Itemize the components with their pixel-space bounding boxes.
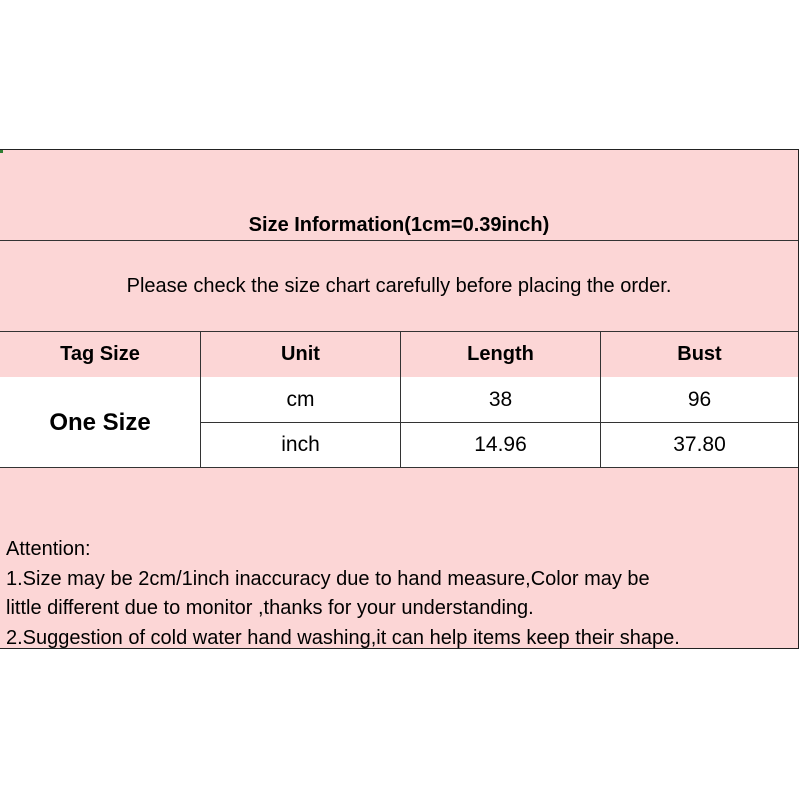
header-unit: Unit	[281, 343, 320, 365]
attention-heading: Attention:	[6, 538, 91, 560]
size-note: Please check the size chart carefully before placing the order.	[126, 274, 672, 297]
attention-line: 2.Suggestion of cold water hand washing,it can help items keep their shape.	[6, 626, 680, 649]
tag-size-value: One Size	[49, 408, 151, 436]
table-cell-length: 14.96	[474, 433, 527, 456]
corner-marker	[0, 150, 3, 153]
header-bust: Bust	[677, 343, 722, 365]
attention-line: little different due to monitor ,thanks for your understanding.	[6, 597, 534, 619]
size-chart	[0, 149, 799, 649]
chart-title: Size Information(1cm=0.39inch)	[248, 213, 550, 236]
header-length: Length	[467, 343, 534, 365]
table-cell-length: 38	[488, 388, 513, 411]
table-cell-bust: 37.80	[673, 433, 726, 456]
header-tag-size: Tag Size	[60, 343, 140, 365]
divider	[200, 332, 201, 468]
table-cell-unit: inch	[281, 433, 320, 456]
divider	[600, 332, 601, 468]
attention-line: 1.Size may be 2cm/1inch inaccuracy due to hand measure,Color may be	[6, 567, 650, 590]
table-cell-unit: cm	[286, 388, 315, 411]
table-cell-bust: 96	[687, 388, 712, 411]
divider	[0, 467, 798, 468]
divider	[400, 332, 401, 468]
attention-notes	[6, 535, 796, 653]
